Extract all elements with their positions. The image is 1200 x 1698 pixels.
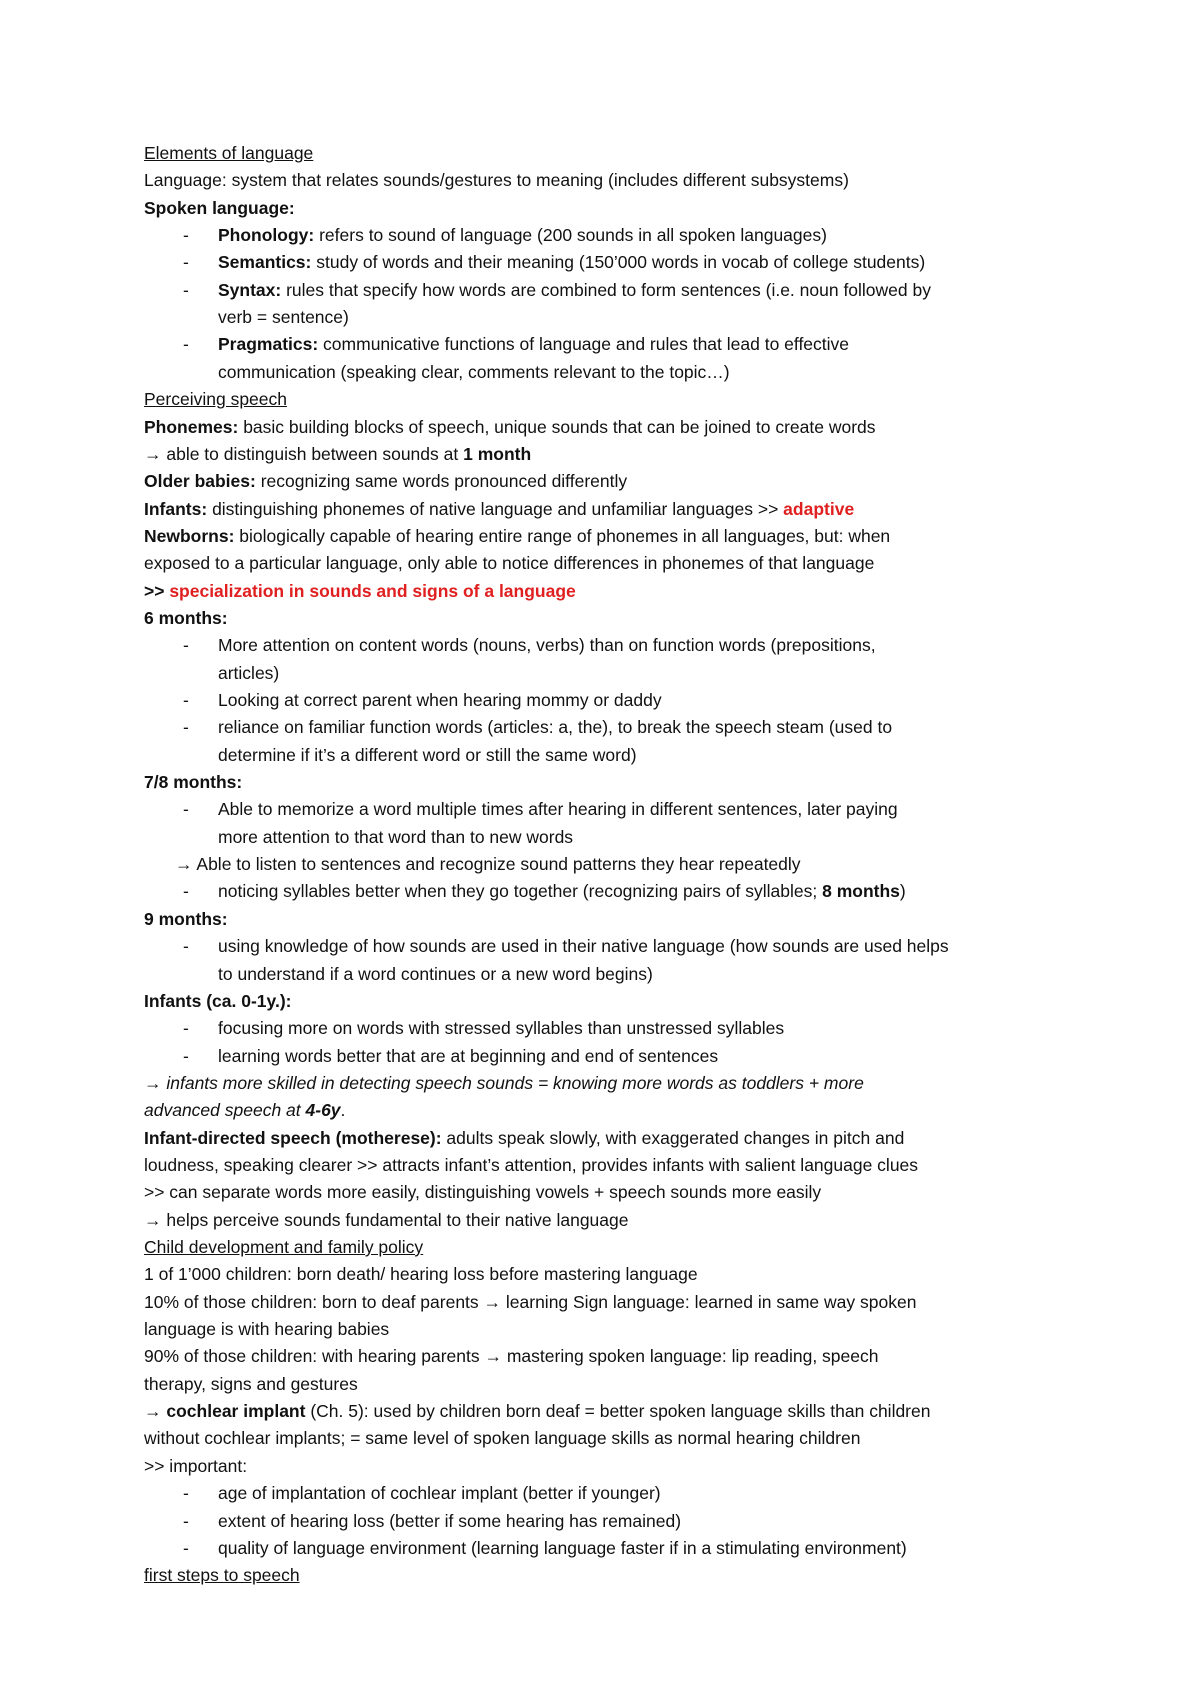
- text-segment: (Ch. 5): used by children born deaf = better spoken language skills than children: [305, 1401, 931, 1421]
- text-line: [144, 167, 1120, 194]
- text-segment: learning words better that are at beginning and end of sentences: [218, 1046, 719, 1066]
- text-segment: Syntax:: [218, 280, 282, 300]
- section-heading: Elements of language: [144, 143, 314, 163]
- text-line: [175, 851, 1120, 878]
- bullet-item: [218, 249, 1120, 276]
- text-line: [144, 578, 1120, 605]
- text-segment: >>: [144, 581, 170, 601]
- section-heading: Perceiving speech: [144, 389, 287, 409]
- bullet-dash: -: [183, 1018, 189, 1038]
- text-line: [144, 1234, 1120, 1261]
- text-line: [218, 304, 1120, 331]
- text-segment: Infant-directed speech (motherese):: [144, 1128, 442, 1148]
- bullet-dash: -: [183, 690, 189, 710]
- text-line: [144, 906, 1120, 933]
- text-line: [144, 140, 1120, 167]
- text-line: [144, 1371, 1120, 1398]
- bullet-dash: -: [183, 334, 189, 354]
- bullet-item: [218, 632, 1120, 659]
- text-line: [144, 195, 1120, 222]
- text-segment: →: [144, 1401, 167, 1421]
- text-line: [144, 1070, 1120, 1097]
- text-segment: 9 months:: [144, 909, 228, 929]
- highlight-text: specialization in sounds and signs of a language: [169, 581, 576, 601]
- text-segment: → able to distinguish between sounds at: [144, 444, 464, 464]
- text-segment: 1 month: [463, 444, 532, 464]
- text-segment: 7/8 months:: [144, 772, 243, 792]
- text-line: [144, 605, 1120, 632]
- text-segment: Pragmatics:: [218, 334, 319, 354]
- text-segment: communication (speaking clear, comments relevant to the topic…): [218, 362, 730, 382]
- bullet-dash: -: [183, 799, 189, 819]
- text-segment: More attention on content words (nouns, verbs) than on function words (prepositions,: [218, 635, 876, 655]
- text-segment: communicative functions of language and rules that lead to effective: [318, 334, 850, 354]
- text-segment: distinguishing phonemes of native language and unfamiliar languages >>: [207, 499, 784, 519]
- text-segment: using knowledge of how sounds are used in their native language (how sounds are used helps: [218, 936, 949, 956]
- text-line: [144, 1207, 1120, 1234]
- bullet-dash: -: [183, 1538, 189, 1558]
- bullet-dash: -: [183, 1511, 189, 1531]
- bullet-item: [218, 222, 1120, 249]
- bullet-item: [218, 331, 1120, 358]
- text-line: [144, 523, 1120, 550]
- section-heading: Child development and family policy: [144, 1237, 424, 1257]
- text-line: [144, 1289, 1120, 1316]
- bullet-item: [218, 687, 1120, 714]
- bullet-dash: -: [183, 936, 189, 956]
- text-line: [218, 961, 1120, 988]
- text-segment: advanced speech at: [144, 1100, 306, 1120]
- text-segment: → Able to listen to sentences and recognize sound patterns they hear repeatedly: [175, 854, 801, 874]
- text-segment: age of implantation of cochlear implant (better if younger): [218, 1483, 661, 1503]
- text-line: [144, 496, 1120, 523]
- bullet-dash: -: [183, 881, 189, 901]
- bullet-dash: -: [183, 225, 189, 245]
- text-segment: Infants:: [144, 499, 208, 519]
- text-line: [144, 1125, 1120, 1152]
- text-segment: loudness, speaking clearer >> attracts infant’s attention, provides infants with salient language clues: [144, 1155, 919, 1175]
- text-segment: Able to memorize a word multiple times after hearing in different sentences, later paying: [218, 799, 898, 819]
- bullet-item: [218, 933, 1120, 960]
- text-segment: → infants more skilled in detecting speech sounds = knowing more words as toddlers + more: [144, 1073, 864, 1093]
- text-segment: without cochlear implants; = same level of spoken language skills as normal hearing children: [144, 1428, 861, 1448]
- text-segment: rules that specify how words are combined to form sentences (i.e. noun followed by: [281, 280, 931, 300]
- text-segment: cochlear implant: [166, 1401, 306, 1421]
- text-segment: 4-6y: [305, 1100, 341, 1120]
- text-segment: 8 months: [822, 881, 900, 901]
- text-segment: 6 months:: [144, 608, 228, 628]
- text-segment: Older babies:: [144, 471, 256, 491]
- highlight-text: adaptive: [783, 499, 855, 519]
- text-segment: articles): [218, 663, 280, 683]
- text-segment: >> important:: [144, 1456, 248, 1476]
- text-segment: Language: system that relates sounds/gestures to meaning (includes different subsystems): [144, 170, 849, 190]
- text-segment: more attention to that word than to new words: [218, 827, 574, 847]
- text-line: [144, 1398, 1120, 1425]
- text-segment: basic building blocks of speech, unique sounds that can be joined to create words: [238, 417, 876, 437]
- text-line: [144, 1152, 1120, 1179]
- text-line: [144, 1343, 1120, 1370]
- text-segment: verb = sentence): [218, 307, 349, 327]
- text-segment: Looking at correct parent when hearing mommy or daddy: [218, 690, 662, 710]
- bullet-item: [218, 1535, 1120, 1562]
- text-segment: adults speak slowly, with exaggerated changes in pitch and: [441, 1128, 905, 1148]
- text-segment: study of words and their meaning (150’000 words in vocab of college students): [311, 252, 926, 272]
- bullet-dash: -: [183, 717, 189, 737]
- text-line: [144, 468, 1120, 495]
- text-line: [144, 550, 1120, 577]
- text-segment: 90% of those children: with hearing parents → mastering spoken language: lip reading, speech: [144, 1346, 879, 1366]
- text-line: [144, 441, 1120, 468]
- text-line: [218, 660, 1120, 687]
- bullet-dash: -: [183, 1046, 189, 1066]
- text-line: [144, 1425, 1120, 1452]
- text-segment: language is with hearing babies: [144, 1319, 390, 1339]
- bullet-dash: -: [183, 252, 189, 272]
- text-line: [218, 359, 1120, 386]
- text-line: [144, 386, 1120, 413]
- text-line: [144, 769, 1120, 796]
- text-segment: focusing more on words with stressed syllables than unstressed syllables: [218, 1018, 785, 1038]
- text-line: [144, 1261, 1120, 1288]
- text-segment: .: [340, 1100, 346, 1120]
- bullet-dash: -: [183, 635, 189, 655]
- text-line: [144, 1179, 1120, 1206]
- text-segment: extent of hearing loss (better if some hearing has remained): [218, 1511, 682, 1531]
- text-segment: >> can separate words more easily, distinguishing vowels + speech sounds more easily: [144, 1182, 822, 1202]
- text-segment: refers to sound of language (200 sounds in all spoken languages): [314, 225, 827, 245]
- text-segment: Semantics:: [218, 252, 312, 272]
- text-segment: to understand if a word continues or a new word begins): [218, 964, 653, 984]
- bullet-item: [218, 1015, 1120, 1042]
- text-line: [218, 742, 1120, 769]
- text-segment: therapy, signs and gestures: [144, 1374, 358, 1394]
- text-segment: quality of language environment (learning language faster if in a stimulating environment): [218, 1538, 907, 1558]
- text-segment: 10% of those children: born to deaf parents → learning Sign language: learned in same way spoken: [144, 1292, 917, 1312]
- text-segment: recognizing same words pronounced differently: [255, 471, 628, 491]
- text-segment: Infants (ca. 0-1y.):: [144, 991, 292, 1011]
- bullet-item: [218, 796, 1120, 823]
- text-segment: reliance on familiar function words (articles: a, the), to break the speech steam (used to: [218, 717, 893, 737]
- text-segment: determine if it’s a different word or still the same word): [218, 745, 637, 765]
- section-heading: first steps to speech: [144, 1565, 300, 1585]
- text-line: [144, 1453, 1120, 1480]
- text-segment: Phonemes:: [144, 417, 239, 437]
- text-line: [218, 824, 1120, 851]
- text-line: [144, 1562, 1120, 1589]
- text-segment: biologically capable of hearing entire range of phonemes in all languages, but: when: [234, 526, 891, 546]
- bullet-item: [218, 714, 1120, 741]
- text-segment: noticing syllables better when they go together (recognizing pairs of syllables;: [218, 881, 823, 901]
- text-line: [144, 1316, 1120, 1343]
- text-line: [144, 414, 1120, 441]
- text-segment: → helps perceive sounds fundamental to their native language: [144, 1210, 629, 1230]
- text-segment: ): [899, 881, 906, 901]
- bullet-item: [218, 1043, 1120, 1070]
- text-segment: Spoken language:: [144, 198, 295, 218]
- bullet-item: [218, 1508, 1120, 1535]
- text-segment: Phonology:: [218, 225, 315, 245]
- text-segment: 1 of 1’000 children: born death/ hearing loss before mastering language: [144, 1264, 698, 1284]
- bullet-item: [218, 878, 1120, 905]
- text-line: [144, 1097, 1120, 1124]
- text-line: [144, 988, 1120, 1015]
- bullet-item: [218, 1480, 1120, 1507]
- text-segment: Newborns:: [144, 526, 235, 546]
- text-segment: exposed to a particular language, only able to notice differences in phonemes of that language: [144, 553, 875, 573]
- bullet-dash: -: [183, 280, 189, 300]
- bullet-dash: -: [183, 1483, 189, 1503]
- bullet-item: [218, 277, 1120, 304]
